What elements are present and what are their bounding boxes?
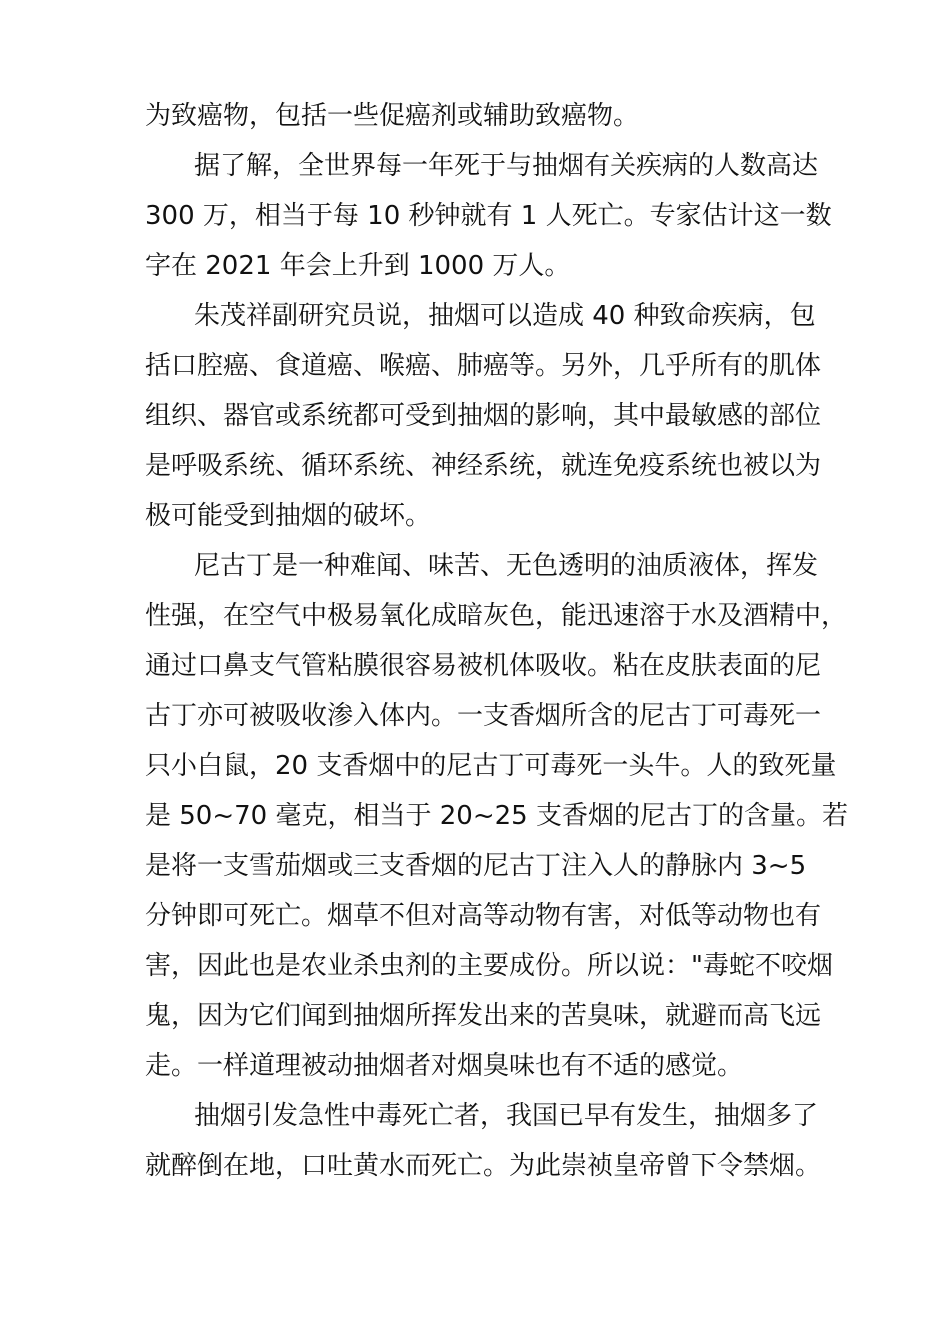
paragraph-line: 尼古丁是一种难闻、味苦、无色透明的油质液体，挥发 (194, 551, 819, 581)
paragraph-line: 只小白鼠，20 支香烟中的尼古丁可毒死一头牛。人的致死量 (145, 751, 837, 781)
paragraph-line: 括口腔癌、食道癌、喉癌、肺癌等。另外，几乎所有的肌体 (145, 351, 822, 381)
paragraph-line: 是 50~70 毫克，相当于 20~25 支香烟的尼古丁的含量。若 (145, 801, 848, 831)
paragraph-line: 朱茂祥副研究员说，抽烟可以造成 40 种致命疾病，包 (194, 301, 816, 331)
paragraph-line: 300 万，相当于每 10 秒钟就有 1 人死亡。专家估计这一数 (145, 201, 832, 231)
paragraph-line: 就醉倒在地，口吐黄水而死亡。为此崇祯皇帝曾下令禁烟。 (145, 1151, 822, 1181)
paragraph-line: 鬼，因为它们闻到抽烟所挥发出来的苦臭味，就避而高飞远 (145, 1001, 822, 1031)
paragraph-line: 古丁亦可被吸收渗入体内。一支香烟所含的尼古丁可毒死一 (145, 701, 822, 731)
paragraph-line: 走。一样道理被动抽烟者对烟臭味也有不适的感觉。 (145, 1051, 744, 1081)
paragraph-line: 极可能受到抽烟的破坏。 (145, 501, 432, 531)
paragraph-line: 是呼吸系统、循环系统、神经系统，就连免疫系统也被以为 (145, 451, 822, 481)
paragraph-line: 字在 2021 年会上升到 1000 万人。 (145, 251, 571, 281)
paragraph-line: 通过口鼻支气管粘膜很容易被机体吸收。粘在皮肤表面的尼 (145, 651, 822, 681)
paragraph-line: 害，因此也是农业杀虫剂的主要成份。所以说："毒蛇不咬烟 (145, 951, 833, 981)
paragraph-line: 组织、器官或系统都可受到抽烟的影响，其中最敏感的部位 (145, 401, 822, 431)
paragraph-line: 性强，在空气中极易氧化成暗灰色，能迅速溶于水及酒精中， (145, 601, 848, 631)
paragraph-line: 为致癌物，包括一些促癌剂或辅助致癌物。 (145, 101, 640, 131)
paragraph-line: 抽烟引发急性中毒死亡者，我国已早有发生，抽烟多了 (194, 1101, 819, 1131)
paragraph-line: 据了解，全世界每一年死于与抽烟有关疾病的人数高达 (194, 151, 819, 181)
paragraph-line: 分钟即可死亡。烟草不但对高等动物有害，对低等动物也有 (145, 901, 822, 931)
paragraph-line: 是将一支雪茄烟或三支香烟的尼古丁注入人的静脉内 3~5 (145, 851, 807, 881)
